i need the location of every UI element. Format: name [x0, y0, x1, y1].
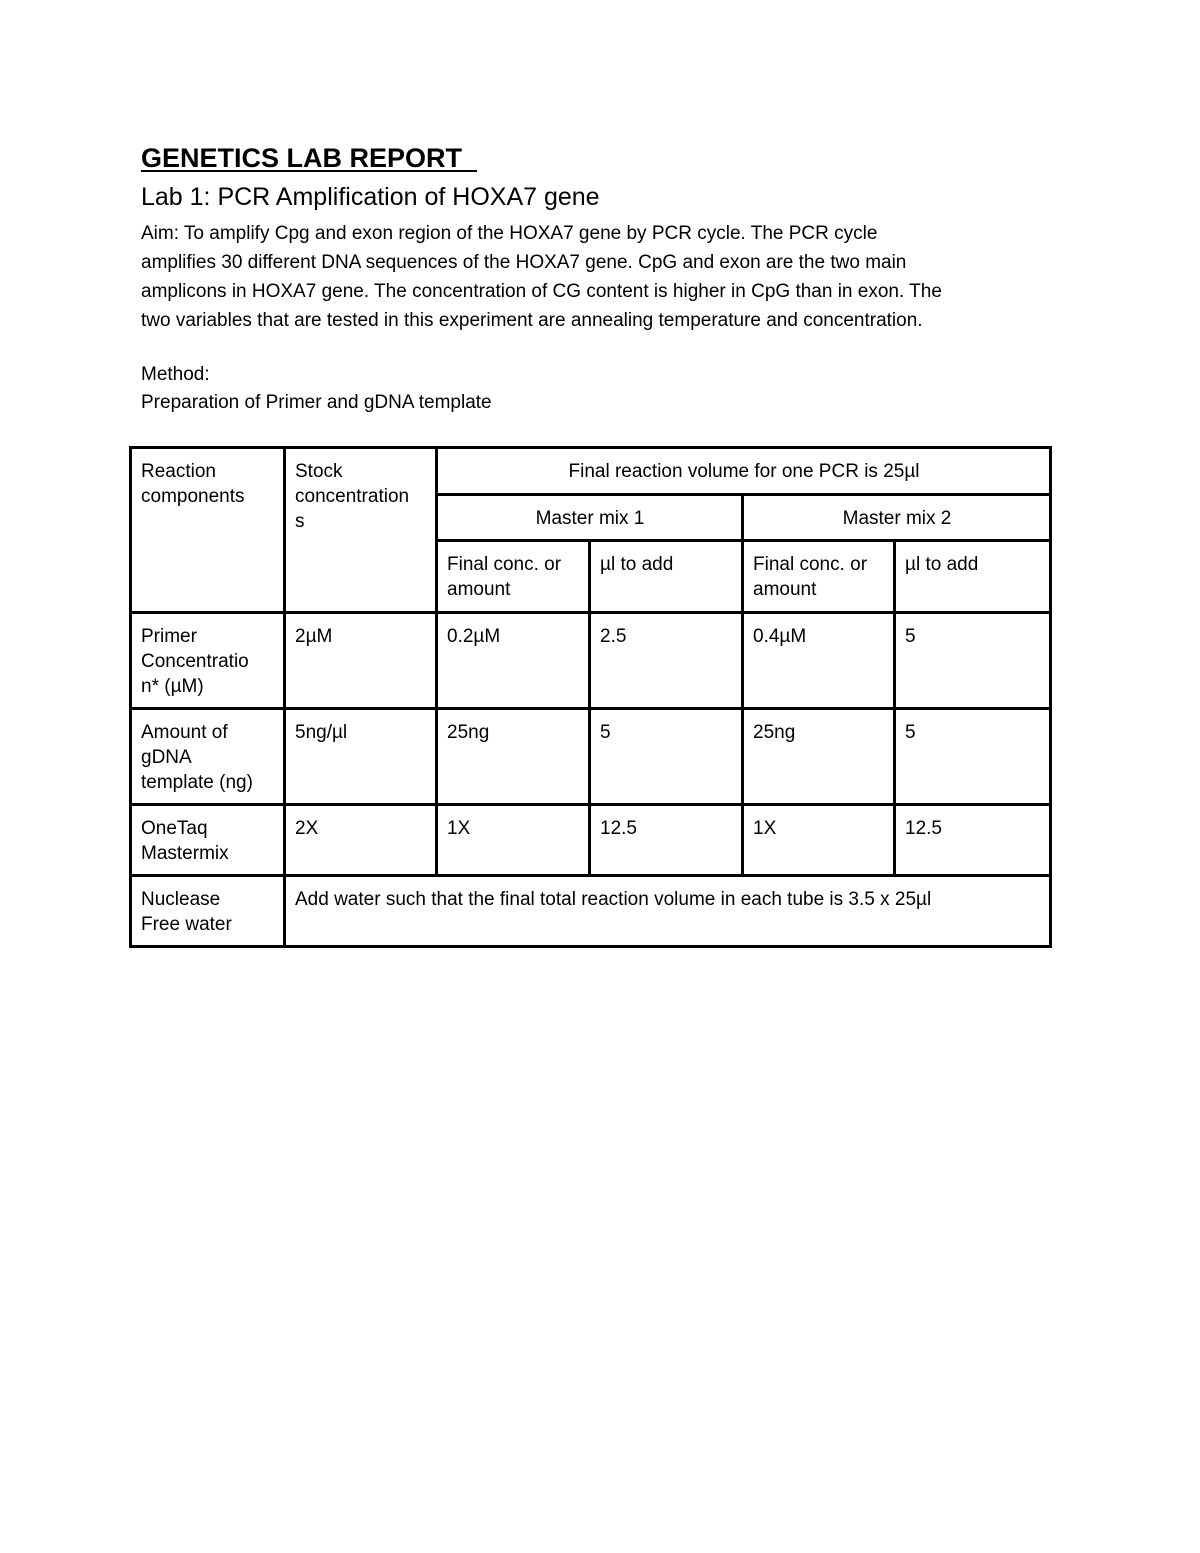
method-subtitle: Preparation of Primer and gDNA template: [141, 392, 492, 413]
mm2-ul-cell: 5: [895, 709, 1051, 805]
component-line: Amount of: [141, 722, 228, 743]
aim-paragraph: [141, 219, 1061, 335]
component-line: Concentratio: [141, 651, 249, 672]
component-line: Nuclease: [141, 889, 221, 910]
component-cell: [131, 876, 285, 947]
mm2-conc-cell: 0.4µM: [743, 613, 895, 709]
header-cell-master-mix-1: Master mix 1: [437, 495, 743, 541]
aim-line: two variables that are tested in this experiment are annealing temperature and concentration.: [141, 310, 923, 331]
table-header-row: [131, 448, 1051, 495]
mm1-ul-cell: 2.5: [590, 613, 743, 709]
component-line: template (ng): [141, 772, 253, 793]
mm1-conc-cell: 25ng: [437, 709, 590, 805]
mm2-conc-cell: 1X: [743, 805, 895, 876]
component-cell: [131, 805, 285, 876]
lab-title: Lab 1: PCR Amplification of HOXA7 gene: [141, 183, 600, 211]
header-cell-final-conc-2: Final conc. or amount: [743, 541, 895, 613]
mm1-conc-cell: 0.2µM: [437, 613, 590, 709]
header-cell-ul-to-add-2: µl to add: [895, 541, 1051, 613]
mm1-conc-cell: 1X: [437, 805, 590, 876]
header-cell-final-conc-1: Final conc. or amount: [437, 541, 590, 613]
component-line: n* (µM): [141, 676, 204, 697]
header-stock-line: concentration: [295, 486, 410, 507]
stock-cell: 2X: [285, 805, 437, 876]
component-cell: [131, 709, 285, 805]
mm2-ul-cell: 5: [895, 613, 1051, 709]
header-cell-components: Reaction components: [131, 448, 285, 613]
aim-line: amplifies 30 different DNA sequences of the HOXA7 gene. CpG and exon are the two main: [141, 252, 907, 273]
component-line: gDNA: [141, 747, 192, 768]
pcr-recipe-table: [129, 446, 1052, 948]
mm2-ul-cell: 12.5: [895, 805, 1051, 876]
component-line: Free water: [141, 914, 232, 935]
component-line: Mastermix: [141, 843, 229, 864]
header-cell-stock: [285, 448, 437, 613]
header-cell-master-mix-2: Master mix 2: [743, 495, 1051, 541]
component-cell: [131, 613, 285, 709]
mm2-conc-cell: 25ng: [743, 709, 895, 805]
header-stock-line: s: [295, 511, 305, 532]
method-label: Method:: [141, 364, 210, 385]
component-line: OneTaq: [141, 818, 208, 839]
header-stock-line: Stock: [295, 461, 343, 482]
aim-line: Aim: To amplify Cpg and exon region of the HOXA7 gene by PCR cycle. The PCR cycle: [141, 223, 878, 244]
table-row: [131, 805, 1051, 876]
table-row: [131, 709, 1051, 805]
mm1-ul-cell: 12.5: [590, 805, 743, 876]
report-title: GENETICS LAB REPORT: [141, 143, 478, 173]
table-row: [131, 613, 1051, 709]
table-row: [131, 876, 1051, 947]
water-instruction-cell: Add water such that the final total reaction volume in each tube is 3.5 x 25µl: [285, 876, 1051, 947]
component-line: Primer: [141, 626, 197, 647]
stock-cell: 2µM: [285, 613, 437, 709]
header-cell-ul-to-add-1: µl to add: [590, 541, 743, 613]
header-cell-final-volume: Final reaction volume for one PCR is 25µl: [437, 448, 1051, 495]
aim-line: amplicons in HOXA7 gene. The concentration of CG content is higher in CpG than in exon. The: [141, 281, 942, 302]
mm1-ul-cell: 5: [590, 709, 743, 805]
stock-cell: 5ng/µl: [285, 709, 437, 805]
